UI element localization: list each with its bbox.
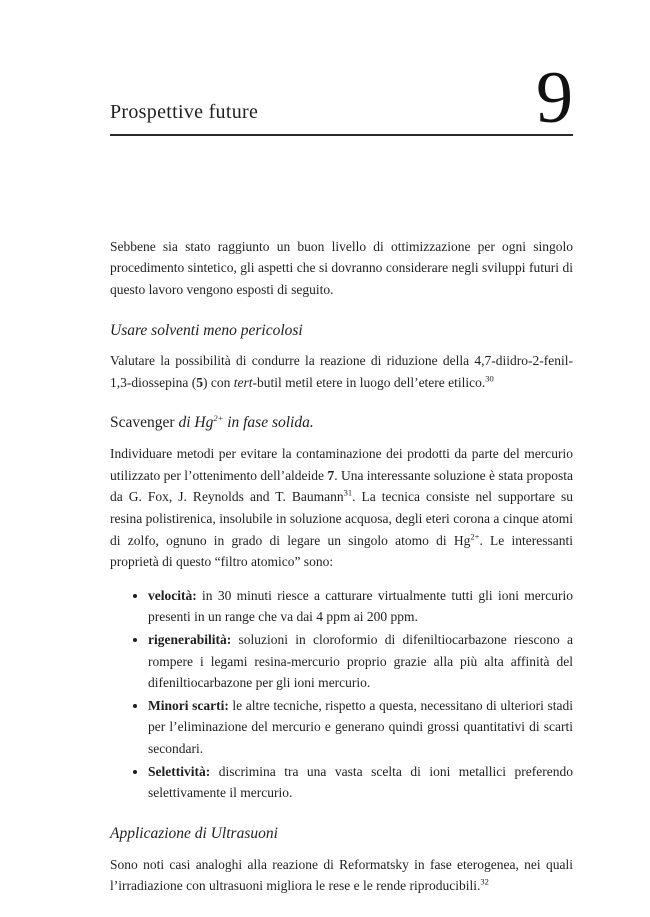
scavenger-text-1: Individuare metodi per evitare la contaminazione dei prodotti da parte del mercurio utilizzato per l’ottenimento dell’aldeide [110, 446, 573, 483]
document-body [110, 236, 573, 897]
chapter-number: 9 [536, 57, 573, 139]
section-heading-ultrasound [110, 822, 573, 847]
solvents-text-tert: tert [233, 374, 253, 390]
section-heading-solvents [110, 319, 573, 344]
list-item-selettivita [148, 761, 573, 804]
scavenger-paragraph [110, 443, 573, 573]
section-heading-scavenger [110, 411, 573, 436]
ultrasound-text: Sono noti casi analoghi alla reazione di Reformatsky in fase eterogenea, nei quali l’irradiazione con ultrasuoni migliora le rese e le rende riproducibili. [110, 856, 573, 894]
list-item-velocita [148, 585, 573, 628]
bullet-label: velocità: [148, 587, 197, 603]
solvents-text-pre: Valutare la possibilità di condurre la reazione di riduzione della 4,7-diidro-2-fenil-1,3-diossepina ( [110, 353, 573, 390]
intro-text: Sebbene sia stato raggiunto un buon livello di ottimizzazione per ogni singolo procedimento sintetico, gli aspetti che si dovranno considerare negli sviluppi futuri di questo lavoro vengono esposti di seguito. [110, 238, 573, 297]
bullet-text: le altre tecniche, rispetto a questa, necessitano di ulteriori stadi per l’eliminazione del mercurio e generano quindi grossi quantitativi di scarti secondari. [148, 697, 573, 756]
solvents-text-post: -butil metil etere in luogo dell’etere etilico. [252, 374, 486, 390]
bullet-text: in 30 minuti riesce a catturare virtualmente tutti gli ioni mercurio presenti in un range che va dai 4 ppm ai 200 ppm. [148, 587, 573, 625]
scavenger-text-2: . Una interessante soluzione è stata proposta da G. Fox, J. Reynolds and T. Baumann [110, 467, 573, 505]
bullet-label: Selettività: [148, 763, 211, 779]
list-item-rigenerabilita [148, 629, 573, 694]
scavenger-text-3: . La tecnica consiste nel supportare su resina polistirenica, insolubile in soluzione acquosa, degli eteri corona a cinque atomi di zolfo, ognuno in grado di legare un singolo atomo di Hg [110, 489, 573, 548]
intro-paragraph [110, 236, 573, 301]
section-heading-ultrasound-text: Applicazione di Ultrasuoni [110, 824, 278, 842]
scavenger-heading-italic-pre: di Hg [178, 414, 214, 432]
scavenger-text-4: . Le interessanti proprietà di questo “filtro atomico” sono: [110, 532, 573, 570]
bullet-label: rigenerabilità: [148, 632, 232, 648]
compound-number-7: 7 [327, 467, 335, 483]
section-heading-solvents-text: Usare solventi meno pericolosi [110, 321, 303, 339]
solvents-paragraph [110, 350, 573, 393]
compound-number-5: 5 [196, 374, 203, 390]
scavenger-heading-roman: Scavenger [110, 414, 179, 432]
chapter-title: Prospettive future [110, 100, 259, 123]
scavenger-heading-italic-post: in fase solida. [223, 414, 314, 432]
bullet-text: soluzioni in cloroformio di difeniltiocarbazone riescono a rompere i legami resina-mercurio proprio grazie alla più alta affinità del difeniltiocarbazone per gli ioni mercurio. [148, 632, 573, 691]
footnote-ref-30: 30 [485, 373, 494, 384]
ultrasound-paragraph [110, 854, 573, 897]
hg-charge-sup-2: 2+ [470, 531, 480, 542]
chapter-header [110, 57, 573, 139]
footnote-ref-31: 31 [343, 487, 353, 498]
properties-list [110, 585, 573, 804]
hg-charge-sup: 2+ [213, 413, 224, 424]
bullet-label: Minori scarti: [148, 697, 229, 713]
list-item-minori-scarti [148, 695, 573, 760]
solvents-text-mid: ) con [202, 374, 234, 390]
footnote-ref-32: 32 [480, 876, 489, 887]
bullet-text: discrimina tra una vasta scelta di ioni metallici preferendo selettivamente il mercurio. [148, 763, 573, 801]
